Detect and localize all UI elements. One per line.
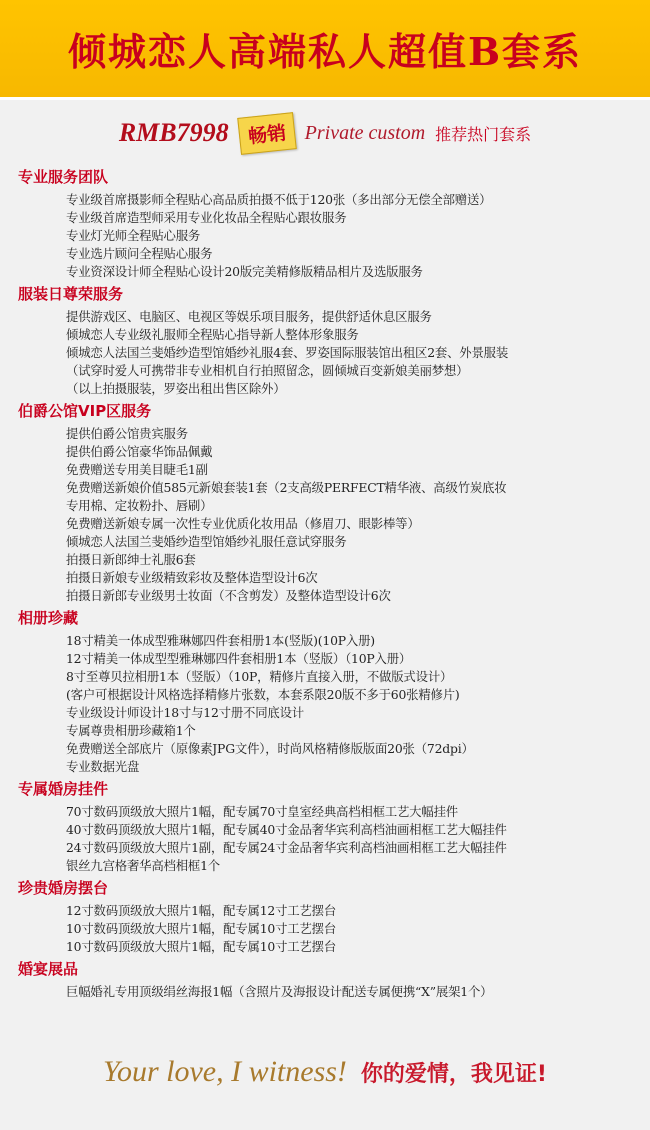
list-item: （以上拍摄服装，罗姿出租出售区除外）	[66, 381, 286, 396]
list-item: 倾城恋人法国兰斐婚纱造型馆婚纱礼服4套、罗姿国际服装馆出租区2套、外景服装	[66, 345, 509, 360]
section-title: 服装日尊荣服务	[18, 285, 124, 303]
header-banner	[0, 0, 650, 97]
list-item: 银丝九宫格奢华高档相框1个	[66, 858, 220, 873]
list-item: 倾城恋人专业级礼服师全程贴心指导新人整体形象服务	[66, 327, 359, 342]
section-item-list	[32, 632, 636, 776]
list-item: 拍摄日新娘专业级精致彩妆及整体造型设计6次	[66, 570, 318, 585]
list-item: 10寸数码顶级放大照片1幅，配专属10寸工艺摆台	[66, 921, 337, 936]
list-item: 提供伯爵公馆贵宾服务	[66, 426, 188, 441]
section-title: 婚宴展品	[18, 960, 79, 978]
private-custom-script: Private custom	[304, 121, 426, 144]
section-title: 专业服务团队	[18, 168, 109, 186]
list-item: 12寸数码顶级放大照片1幅，配专属12寸工艺摆台	[66, 903, 337, 918]
list-item: 提供伯爵公馆豪华饰品佩戴	[66, 444, 213, 459]
list-item: 免费赠送新娘专属一次性专业优质化妆用品（修眉刀、眼影棒等）	[66, 516, 420, 531]
list-item: 倾城恋人法国兰斐婚纱造型馆婚纱礼服任意试穿服务	[66, 534, 347, 549]
page-title: 倾城恋人高端私人超值B套系	[67, 29, 583, 74]
section-item-list	[32, 902, 636, 956]
section-item-list	[32, 191, 636, 281]
footer-slogan	[0, 1055, 650, 1089]
bestseller-badge: 畅销	[237, 112, 297, 155]
list-item: 12寸精美一体成型型雅琳娜四件套相册1本（竖版）（10P入册）	[66, 651, 412, 666]
section-title: 相册珍藏	[18, 609, 79, 627]
list-item: 专业级首席造型师采用专业化妆品全程贴心跟妆服务	[66, 210, 347, 225]
price-row	[0, 102, 650, 164]
list-item: 免费赠送全部底片（原像素JPG文件），时尚风格精修版版面20张（72dpi）	[66, 741, 474, 756]
list-item: 提供游戏区、电脑区、电视区等娱乐项目服务，提供舒适休息区服务	[66, 309, 432, 324]
list-item: 专用棉、定妆粉扑、唇刷）	[66, 498, 213, 513]
list-item: 40寸数码顶级放大照片1幅，配专属40寸金品奢华宾利高档油画相框工艺大幅挂件	[66, 822, 507, 837]
package-content	[0, 168, 650, 1001]
recommend-label: 推荐热门套系	[435, 124, 532, 144]
list-item: 专业资深设计师全程贴心设计20版完美精修版精品相片及选版服务	[66, 264, 423, 279]
section-item-list	[32, 425, 636, 605]
list-item: 拍摄日新郎专业级男士妆面（不含剪发）及整体造型设计6次	[66, 588, 391, 603]
list-item: 10寸数码顶级放大照片1幅，配专属10寸工艺摆台	[66, 939, 337, 954]
footer-english: Your love, I witness!	[103, 1055, 347, 1088]
price-label: RMB7998	[118, 118, 229, 147]
list-item: 专业灯光师全程贴心服务	[66, 228, 201, 243]
list-item: 8寸至尊贝拉相册1本（竖版）（10P，精修片直接入册，不做版式设计）	[66, 669, 453, 684]
list-item: （试穿时爱人可携带非专业相机自行拍照留念，圆倾城百变新娘美丽梦想）	[66, 363, 469, 378]
list-item: 70寸数码顶级放大照片1幅，配专属70寸皇室经典高档相框工艺大幅挂件	[66, 804, 458, 819]
list-item: (客户可根据设计风格选择精修片张数，本套系限20版不多于60张精修片)	[66, 687, 460, 702]
list-item: 免费赠送专用美目睫毛1副	[66, 462, 208, 477]
list-item: 免费赠送新娘价值585元新娘套装1套（2支高级PERFECT精华液、高级竹炭底妆	[66, 480, 507, 495]
list-item: 专业数据光盘	[66, 759, 140, 774]
list-item: 18寸精美一体成型雅琳娜四件套相册1本(竖版)(10P入册)	[66, 633, 375, 648]
list-item: 巨幅婚礼专用顶级绢丝海报1幅（含照片及海报设计配送专属便携“X”展架1个）	[66, 984, 493, 999]
list-item: 专业选片顾问全程贴心服务	[66, 246, 213, 261]
header-divider	[0, 97, 650, 100]
list-item: 专业级设计师设计18寸与12寸册不同底设计	[66, 705, 304, 720]
list-item: 专业级首席摄影师全程贴心高品质拍摄不低于120张（多出部分无偿全部赠送）	[66, 192, 492, 207]
list-item: 拍摄日新郎绅士礼服6套	[66, 552, 196, 567]
list-item: 24寸数码顶级放大照片1副，配专属24寸金品奢华宾利高档油画相框工艺大幅挂件	[66, 840, 507, 855]
section-title: 伯爵公馆VIP区服务	[18, 402, 152, 420]
section-title: 珍贵婚房摆台	[18, 879, 109, 897]
section-item-list	[32, 308, 636, 398]
list-item: 专属尊贵相册珍藏箱1个	[66, 723, 196, 738]
section-title: 专属婚房挂件	[18, 780, 109, 798]
footer-chinese: 你的爱情，我见证!	[360, 1061, 547, 1087]
section-item-list	[32, 803, 636, 875]
section-item-list	[32, 983, 636, 1001]
